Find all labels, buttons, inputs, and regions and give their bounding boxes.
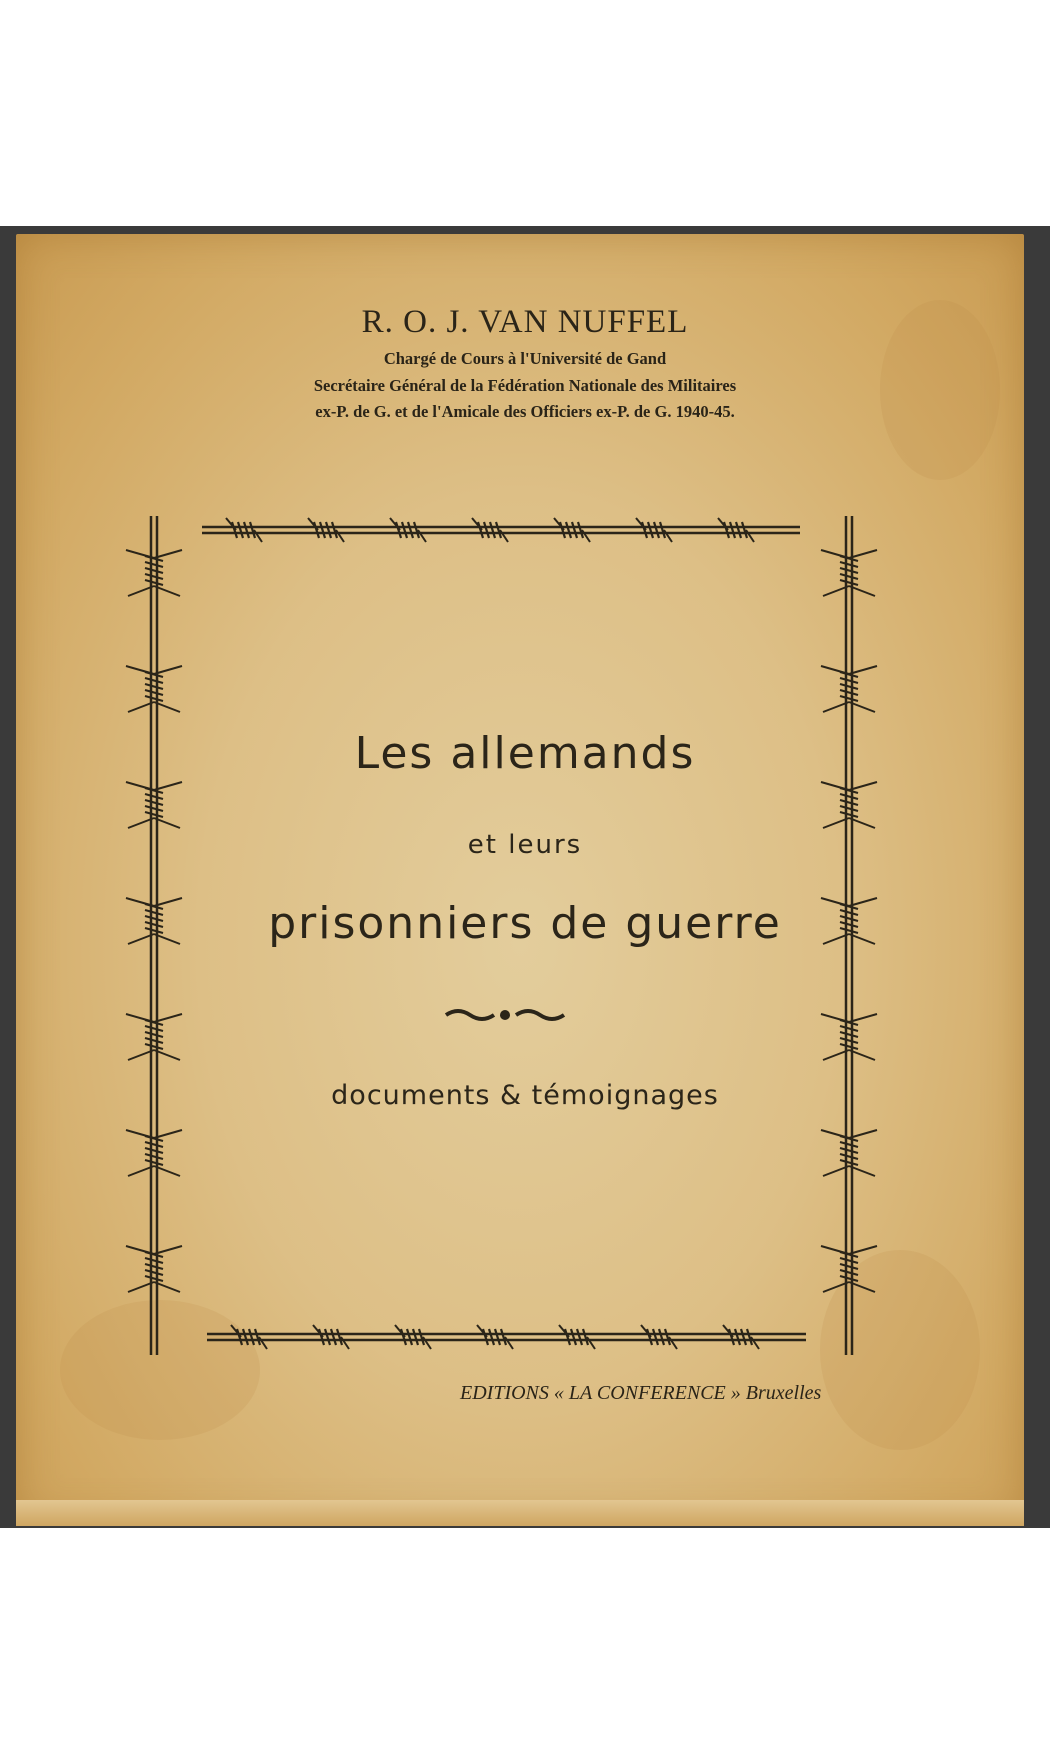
publisher-imprint: EDITIONS « LA CONFERENCE » Bruxelles xyxy=(460,1382,822,1404)
title-line-2: et leurs xyxy=(467,830,583,860)
title-line-3: prisonniers de guerre xyxy=(268,898,782,949)
subtitle: documents & témoignages xyxy=(331,1080,719,1111)
author-name: R. O. J. VAN NUFFEL xyxy=(361,304,689,340)
author-affiliation-line-2: Secrétaire Général de la Fédération Nationale des Militaires xyxy=(313,376,737,395)
title-line-1: Les allemands xyxy=(354,728,696,779)
author-affiliation-line-1: Chargé de Cours à l'Université de Gand xyxy=(383,349,667,368)
author-affiliation-line-3: ex-P. de G. et de l'Amicale des Officiers ex-P. de G. 1940-45. xyxy=(315,402,735,421)
